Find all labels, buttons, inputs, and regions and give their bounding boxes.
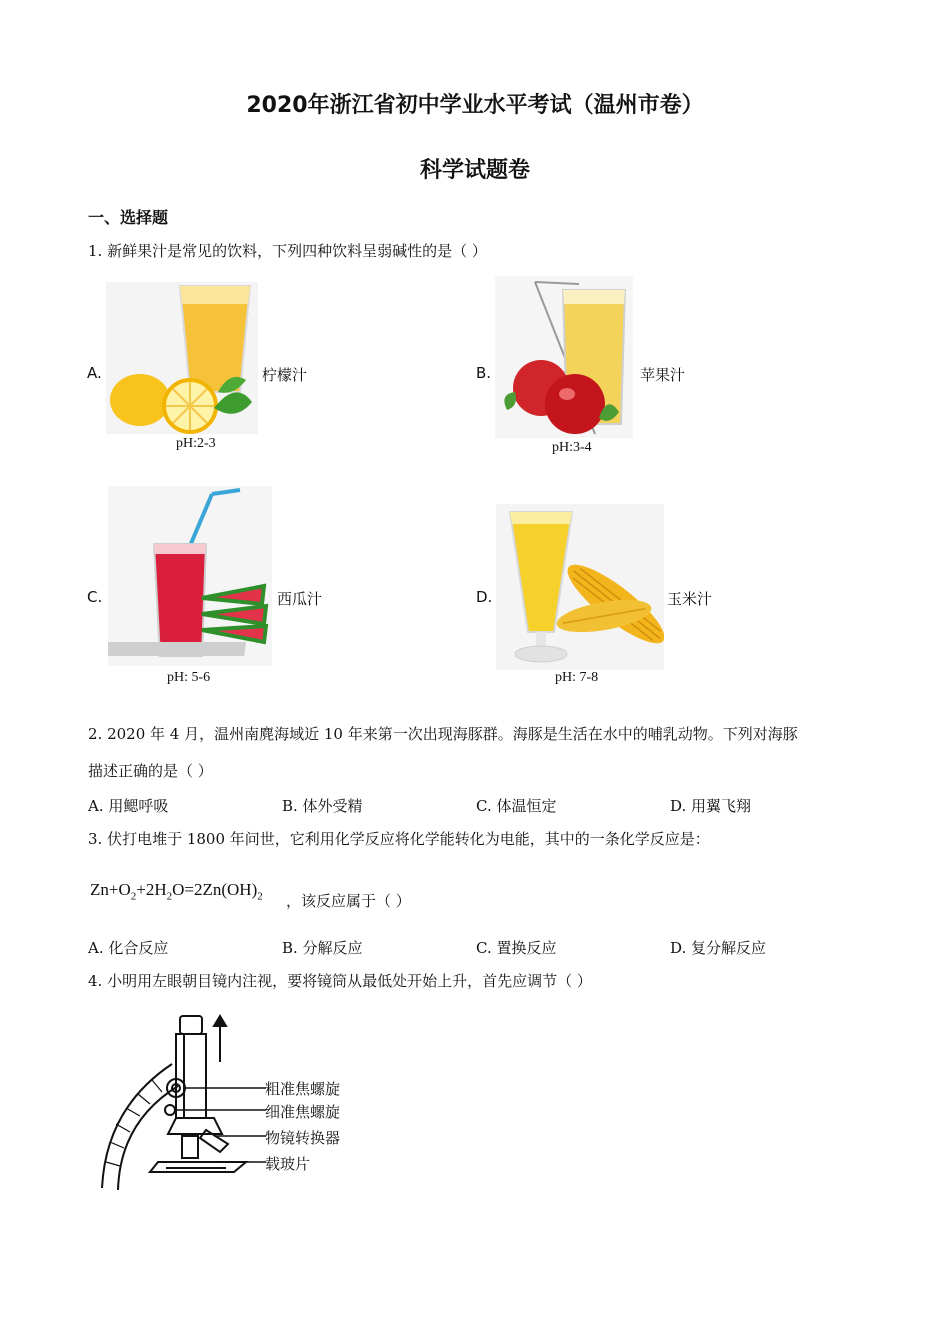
- coarse-focus-label: 粗准焦螺旋: [265, 1080, 341, 1098]
- question-2-choice-a: A. 用鳃呼吸: [88, 797, 169, 815]
- slide-label: 载玻片: [265, 1155, 311, 1173]
- section-heading: 一、选择题: [88, 208, 169, 227]
- option-d-name: 玉米汁: [667, 590, 713, 608]
- option-b-ph: pH:3-4: [552, 440, 592, 455]
- page-title: 2020年浙江省初中学业水平考试（温州市卷）: [246, 93, 704, 118]
- apple-juice-image: [495, 276, 633, 438]
- question-2-choice-b: B. 体外受精: [282, 797, 363, 815]
- page-subtitle: 科学试题卷: [419, 158, 530, 183]
- question-2-stem-line1: 2. 2020 年 4 月，温州南麂海域近 10 年来第一次出现海豚群。海豚是生活在水中的哺乳动物。下列对海豚: [88, 725, 798, 743]
- question-2-choice-c: C. 体温恒定: [476, 797, 557, 815]
- question-3-choice-c: C. 置换反应: [476, 939, 557, 957]
- watermelon-juice-image: [108, 486, 272, 666]
- question-2-stem-line2: 描述正确的是（ ）: [88, 762, 213, 780]
- nosepiece-label: 物镜转换器: [265, 1129, 341, 1147]
- question-3-choice-b: B. 分解反应: [282, 939, 363, 957]
- corn-juice-image: [496, 504, 664, 670]
- question-4-stem: 4. 小明用左眼朝目镜内注视，要将镜筒从最低处开始上升，首先应调节（ ）: [88, 972, 592, 990]
- microscope-diagram: [96, 1012, 266, 1194]
- question-3-choice-a: A. 化合反应: [88, 939, 169, 957]
- option-b-name: 苹果汁: [640, 366, 686, 384]
- option-d-ph: pH: 7-8: [555, 670, 599, 685]
- question-3-stem-tail: ，该反应属于（ ）: [286, 892, 411, 910]
- option-a-letter: A.: [87, 364, 102, 382]
- option-a-name: 柠檬汁: [262, 366, 308, 384]
- option-c-ph: pH: 5-6: [167, 670, 211, 685]
- question-1-stem: 1. 新鲜果汁是常见的饮料，下列四种饮料呈弱碱性的是（ ）: [88, 242, 487, 260]
- lemon-juice-image: [106, 282, 258, 434]
- option-a-ph: pH:2-3: [176, 436, 216, 451]
- option-c-letter: C.: [87, 588, 103, 606]
- option-c-name: 西瓜汁: [277, 590, 323, 608]
- option-b-letter: B.: [476, 364, 492, 382]
- question-3-choice-d: D. 复分解反应: [670, 939, 767, 957]
- option-d-letter: D.: [476, 588, 493, 606]
- chemical-equation: $Zn+O_2+2H_2O=2Zn(OH)_2$: [90, 880, 263, 903]
- question-3-stem: 3. 伏打电堆于 1800 年问世，它利用化学反应将化学能转化为电能，其中的一条化学反应是：: [88, 830, 710, 848]
- question-2-choice-d: D. 用翼飞翔: [670, 797, 752, 815]
- fine-focus-label: 细准焦螺旋: [265, 1103, 341, 1121]
